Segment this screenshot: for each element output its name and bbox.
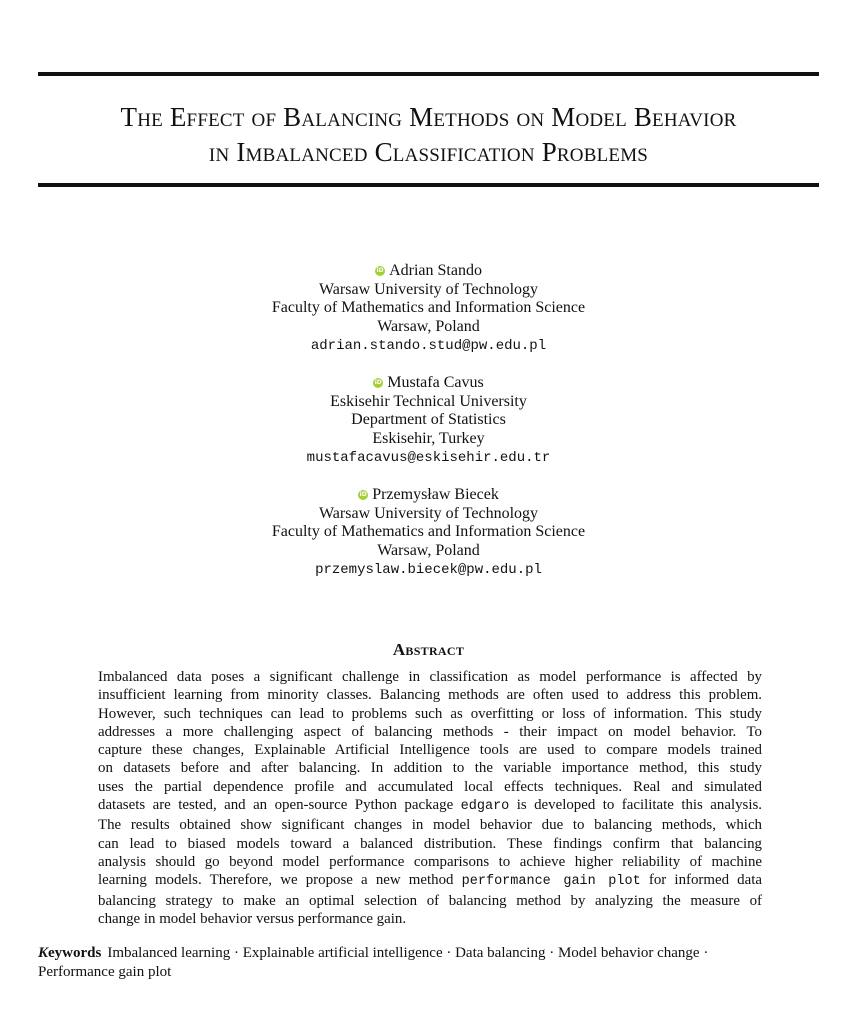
author-block: [38, 374, 819, 468]
abstract-heading: Abstract: [392, 640, 465, 659]
abstract-line: change in model behavior versus performance gain.: [98, 910, 407, 927]
keywords-section: [38, 944, 819, 982]
abstract-line: The results obtained show significant changes in model behavior due to balancing methods, which: [98, 817, 762, 834]
abstract-body: [98, 668, 762, 928]
title-top-rule: [38, 72, 819, 76]
abstract-line: addresses a more challenging aspect of balancing methods - their impact on model behavior. To: [98, 723, 762, 740]
author-department: Faculty of Mathematics and Information Science: [271, 299, 586, 316]
keywords-label-rest: eywords: [48, 945, 102, 961]
abstract-line: Imbalanced data poses a significant challenge in classification as model performance is affected by: [98, 669, 762, 685]
keywords-label-initial: K: [38, 945, 49, 961]
paper-title: [38, 100, 819, 170]
abstract-line-text: datasets are tested, and an open-source Python package: [98, 797, 454, 814]
author-location: Warsaw, Poland: [377, 541, 480, 559]
author-block: [38, 486, 819, 580]
abstract-line-tail: is developed to facilitate this analysis.: [516, 797, 762, 814]
keywords-label: [38, 945, 101, 961]
author-name: Adrian Stando: [389, 262, 482, 279]
author-location: Warsaw, Poland: [377, 317, 480, 335]
abstract-line: can lead to biased models toward a balanced distribution. These findings confirm that balancing: [98, 835, 762, 852]
orcid-icon[interactable]: iD: [359, 491, 367, 499]
abstract-line: on datasets before and after balancing. In addition to the variable importance method, this study: [98, 760, 762, 777]
abstract-line: [98, 796, 762, 816]
paper-title-line-2: in Imbalanced Classification Problems: [208, 137, 649, 167]
author-name: Przemysław Biecek: [372, 486, 499, 503]
author-department: Faculty of Mathematics and Information Science: [271, 523, 586, 540]
abstract-line: However, such techniques can lead to problems such as overfitting or loss of information. This study: [98, 705, 762, 722]
author-block: [38, 262, 819, 356]
paper-title-line-1: The Effect of Balancing Methods on Model Behavior: [120, 102, 737, 132]
abstract-line: balancing strategy to make an optimal selection of balancing method by analyzing the measure of: [98, 892, 762, 909]
abstract-line: insufficient learning from minority classes. Balancing methods are often used to address this problem.: [98, 687, 762, 704]
author-university: Warsaw University of Technology: [318, 504, 539, 522]
abstract-line-text: learning models. Therefore, we propose a new method: [98, 872, 454, 889]
author-list: [38, 262, 819, 598]
abstract-line-tail: for informed data: [648, 872, 762, 889]
author-university: Eskisehir Technical University: [330, 392, 527, 410]
keywords-text: Imbalanced learning · Explainable artificial intelligence · Data balancing · Model behavior change ·: [107, 945, 709, 961]
abstract-line: [98, 871, 762, 891]
author-department: Department of Statistics: [351, 411, 506, 428]
author-university: Warsaw University of Technology: [318, 280, 539, 298]
author-name: Mustafa Cavus: [387, 374, 484, 391]
package-name: edgaro: [460, 799, 510, 815]
abstract-line: uses the partial dependence profile and accumulated local effects techniques. Real and simulated: [98, 778, 762, 795]
title-bottom-rule: [38, 183, 819, 187]
author-location: Eskisehir, Turkey: [372, 429, 485, 447]
author-email[interactable]: adrian.stando.stud@pw.edu.pl: [310, 338, 547, 354]
abstract-line: analysis should go beyond model performance comparisons to achieve higher reliability of machine: [98, 853, 762, 870]
author-email[interactable]: przemyslaw.biecek@pw.edu.pl: [315, 562, 542, 578]
keywords-text-line-2: Performance gain plot: [38, 964, 172, 980]
method-name: performance gain plot: [461, 874, 641, 890]
orcid-icon[interactable]: iD: [376, 267, 384, 275]
orcid-icon[interactable]: iD: [374, 379, 382, 387]
author-email[interactable]: mustafacavus@eskisehir.edu.tr: [306, 450, 551, 466]
abstract-line: capture these changes, Explainable Artificial Intelligence tools are used to compare models trained: [98, 742, 762, 759]
